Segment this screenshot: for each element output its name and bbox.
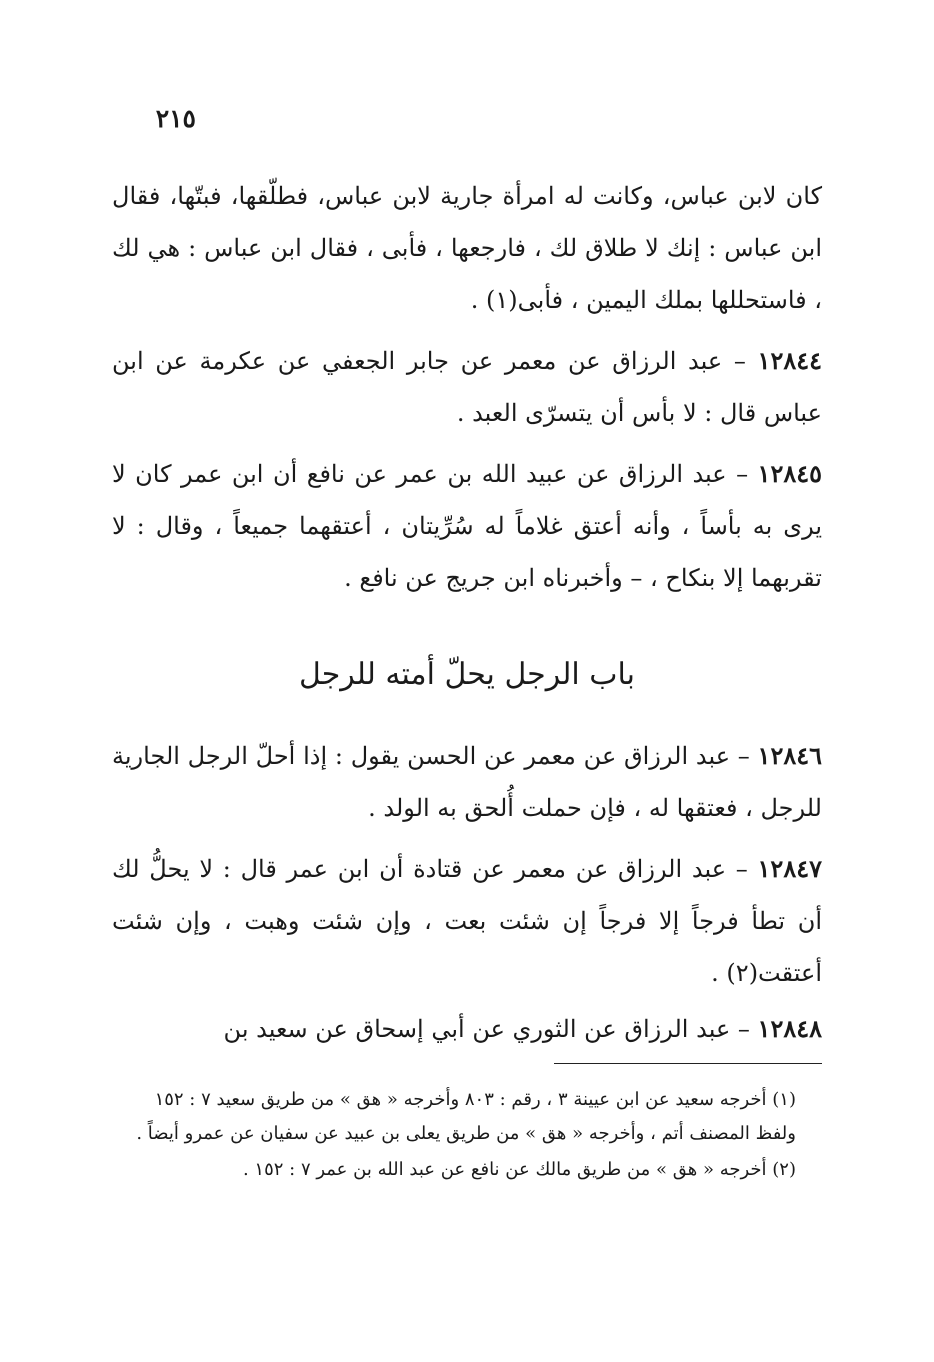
footnotes — [112, 1083, 822, 1187]
hadith-12847 — [112, 843, 822, 999]
hadith-12845 — [112, 448, 822, 604]
hadith-12848 — [112, 1003, 822, 1055]
hadith-number: ١٢٨٤٦ — [757, 741, 822, 770]
paragraph-continuation — [112, 170, 822, 326]
hadith-text: – عبد الرزاق عن معمر عن قتادة أن ابن عمر قال : لا يحلُّ لك أن تطأ فرجاً إلا فرجاً إن شئت بعت ، وإن شئت وهبت ، وإن شئت أعتقت(٢) . — [112, 855, 822, 987]
hadith-number: ١٢٨٤٧ — [757, 854, 822, 883]
hadith-12846 — [112, 730, 822, 834]
hadith-text: – عبد الرزاق عن معمر عن الحسن يقول : إذا أحلّ الرجل الجارية للرجل ، فعتقها له ، فإن حملت أُلحق به الولد . — [112, 742, 822, 822]
footnote-1: (١) أخرجه سعيد عن ابن عيينة ٣ ، رقم : ٨٠٣ وأخرجه « هق » من طريق سعيد ٧ : ١٥٢ ولفظ المصنف أتم ، وأخرجه « هق » من طريق يعلى بن عبيد عن سفيان عن عمرو أيضاً . — [136, 1089, 796, 1144]
hadith-number: ١٢٨٤٨ — [757, 1014, 822, 1043]
hadith-text: – عبد الرزاق عن عبيد الله بن عمر عن نافع أن ابن عمر كان لا يرى به بأساً ، وأنه أعتق غلاماً له سُرِّيتان ، أعتقهما جميعاً ، وقال : لا تقربهما إلا بنكاح ، – وأخبرناه ابن جريج عن نافع . — [112, 460, 822, 592]
paragraph-text: كان لابن عباس، وكانت له امرأة جارية لابن عباس، فطلّقها، فبتّها، فقال ابن عباس : إنك لا طلاق لك ، فارجعها ، فأبى ، فقال ابن عباس : هي لك ، فاستحللها بملك اليمين ، فأبى(١) . — [112, 182, 823, 314]
hadith-number: ١٢٨٤٤ — [757, 346, 822, 375]
page-number: ٢١٥ — [155, 104, 196, 133]
chapter-title: باب الرجل يحلّ أمته للرجل — [298, 657, 636, 692]
footnote-2: (٢) أخرجه « هق » من طريق مالك عن نافع عن عبد الله بن عمر ٧ : ١٥٢ . — [242, 1159, 796, 1180]
hadith-number: ١٢٨٤٥ — [757, 459, 822, 488]
hadith-text: – عبد الرزاق عن معمر عن جابر الجعفي عن عكرمة عن ابن عباس قال : لا بأس أن يتسرّى العبد . — [112, 347, 822, 427]
hadith-text: – عبد الرزاق عن الثوري عن أبي إسحاق عن سعيد بن — [223, 1015, 750, 1043]
hadith-12844 — [112, 335, 822, 439]
footnote-divider — [554, 1063, 822, 1064]
